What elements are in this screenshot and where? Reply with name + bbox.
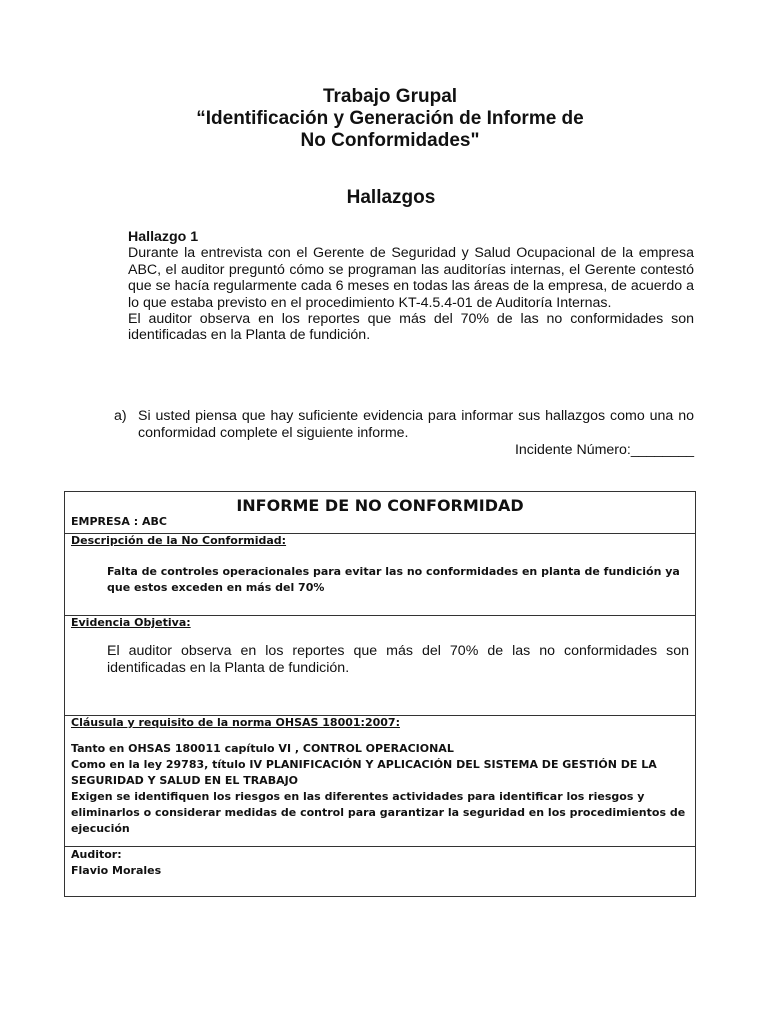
company-label: EMPRESA : ABC	[71, 515, 167, 528]
evidence-label: Evidencia Objetiva:	[71, 616, 191, 629]
finding-paragraph-2: El auditor observa en los reportes que más del 70% de las no conformidades son identificadas en la Planta de fundición.	[128, 311, 694, 344]
evidence-cell	[65, 616, 696, 716]
clause-line-2: Como en la ley 29783, título IV PLANIFICACIÓN Y APLICACIÓN DEL SISTEMA DE GESTIÓN DE LA SEGURIDAD Y SALUD EN EL TRABAJO	[71, 758, 657, 787]
title-line-2: “Identificación y Generación de Informe de	[196, 108, 584, 129]
auditor-name: Flavio Morales	[71, 864, 162, 877]
question-letter: a)	[114, 408, 127, 424]
incident-number: Incidente Número:________	[514, 442, 694, 458]
auditor-cell	[65, 847, 696, 897]
report-title: INFORME DE NO CONFORMIDAD	[236, 496, 524, 515]
clause-cell	[65, 716, 696, 847]
section-heading: Hallazgos	[346, 187, 436, 208]
auditor-label: Auditor:	[71, 848, 122, 861]
finding-paragraph-1: Durante la entrevista con el Gerente de Seguridad y Salud Ocupacional de la empresa ABC, el auditor preguntó cómo se programan las auditorías internas, el Gerente contestó que se hacía regularmente cada 6 meses en todas las áreas de la empresa, de acuerdo a lo que estaba previsto en el procedimiento KT-4.5.4-01 de Auditoría Internas.	[128, 245, 694, 311]
clause-label: Cláusula y requisito de la norma OHSAS 18001:2007:	[71, 716, 400, 729]
clause-line-3: Exigen se identifiquen los riesgos en las diferentes actividades para identificar los riesgos y eliminarlos o considerar medidas de control para garantizar la seguridad en los procedimientos de ejecución	[71, 790, 686, 835]
nonconformity-report-table	[64, 491, 696, 897]
question-block	[114, 408, 694, 459]
description-label: Descripción de la No Conformidad:	[71, 534, 287, 547]
description-text: Falta de controles operacionales para evitar las no conformidades en planta de fundición ya que estos exceden en más del 70%	[107, 565, 680, 594]
report-header-cell	[65, 492, 696, 534]
description-cell	[65, 534, 696, 616]
document-title	[0, 86, 768, 152]
evidence-text: El auditor observa en los reportes que más del 70% de las no conformidades son identificadas en la Planta de fundición.	[107, 643, 689, 676]
title-line-1: Trabajo Grupal	[322, 86, 458, 107]
title-line-3: No Conformidades"	[300, 130, 480, 151]
question-text: Si usted piensa que hay suficiente evidencia para informar sus hallazgos como una no conformidad complete el siguiente informe.	[138, 408, 694, 441]
finding-block	[128, 229, 694, 344]
finding-title: Hallazgo 1	[128, 229, 199, 245]
clause-line-1: Tanto en OHSAS 180011 capítulo VI , CONTROL OPERACIONAL	[71, 742, 454, 755]
